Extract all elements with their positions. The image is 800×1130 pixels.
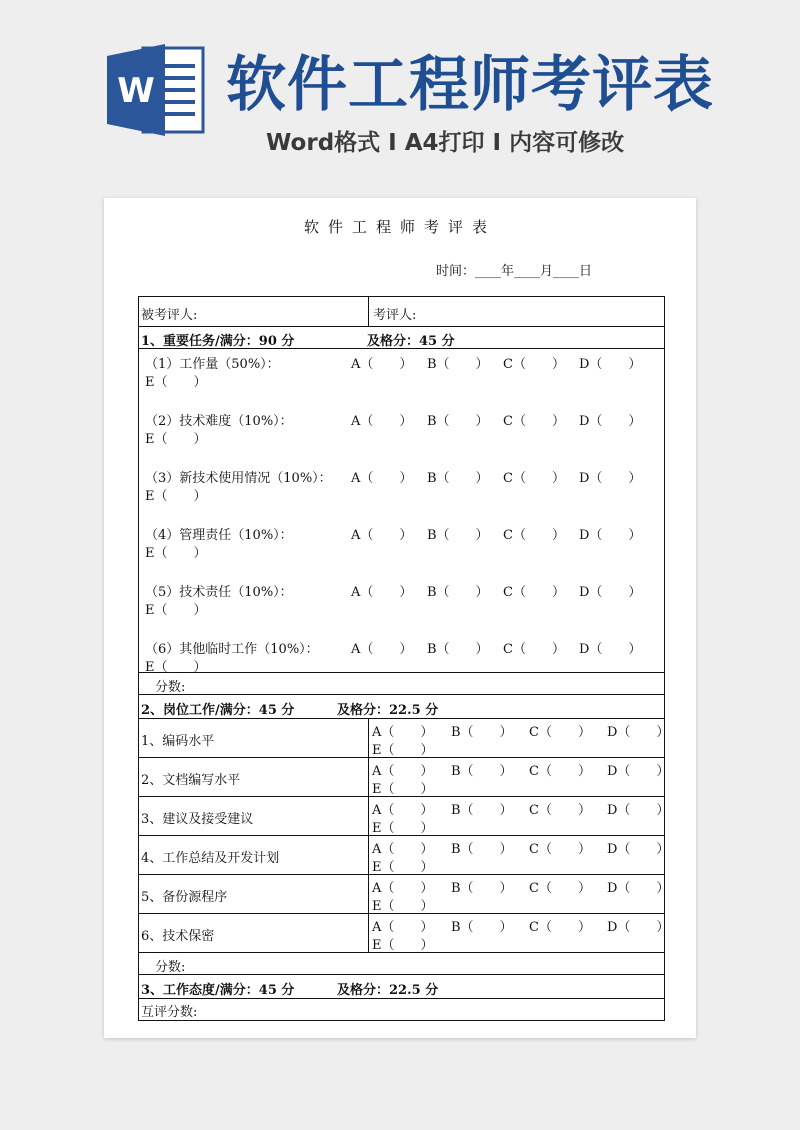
- document-title: 软件工程师考评表: [303, 218, 496, 236]
- grade-option[interactable]: B（ ）: [451, 803, 513, 818]
- grade-option[interactable]: E（ ）: [372, 860, 434, 875]
- section2-item: 3、建议及接受建议: [141, 812, 254, 827]
- grade-option[interactable]: C（ ）: [503, 528, 565, 543]
- grade-option[interactable]: B（ ）: [451, 920, 513, 935]
- grade-option[interactable]: C（ ）: [529, 725, 591, 740]
- grade-option[interactable]: E（ ）: [145, 375, 207, 390]
- grade-option[interactable]: B（ ）: [427, 642, 489, 657]
- grade-option[interactable]: C（ ）: [503, 471, 565, 486]
- grade-option[interactable]: A（ ）: [351, 414, 413, 429]
- section3-pass: 及格分：22.5 分: [337, 983, 439, 998]
- grade-option[interactable]: B（ ）: [451, 881, 513, 896]
- grade-option[interactable]: C（ ）: [529, 881, 591, 896]
- grade-option[interactable]: E（ ）: [372, 743, 434, 758]
- section1-item: （4）管理责任（10%）：: [145, 528, 293, 543]
- grade-option[interactable]: E（ ）: [372, 782, 434, 797]
- section1-item: （2）技术难度（10%）：: [145, 414, 293, 429]
- grade-option[interactable]: A（ ）: [351, 357, 413, 372]
- header-row: [139, 297, 664, 327]
- grade-option[interactable]: A（ ）: [372, 803, 434, 818]
- section2-score-row: [139, 953, 664, 975]
- grade-option[interactable]: A（ ）: [372, 920, 434, 935]
- grade-option[interactable]: B（ ）: [427, 585, 489, 600]
- word-logo-icon: [107, 44, 207, 136]
- grade-option[interactable]: A（ ）: [372, 764, 434, 779]
- section2-item: 1、编码水平: [141, 734, 215, 749]
- section1-item: （1）工作量（50%）：: [145, 357, 280, 372]
- section2-heading-row: [139, 695, 664, 719]
- section2-item: 6、技术保密: [141, 929, 215, 944]
- grade-option[interactable]: E（ ）: [372, 899, 434, 914]
- evaluatee-label: 被考评人:: [141, 308, 198, 323]
- grade-option[interactable]: C（ ）: [503, 642, 565, 657]
- grade-option[interactable]: E（ ）: [145, 489, 207, 504]
- section1-item: （6）其他临时工作（10%）：: [145, 642, 319, 657]
- grade-option[interactable]: A（ ）: [372, 725, 434, 740]
- date-line: 时间：____年____月____日: [436, 264, 593, 279]
- grade-option[interactable]: D（ ）: [579, 642, 642, 657]
- banner-title: 软件工程师考评表: [226, 50, 714, 120]
- grade-option[interactable]: D（ ）: [607, 725, 670, 740]
- grade-option[interactable]: D（ ）: [579, 585, 642, 600]
- grade-option[interactable]: B（ ）: [451, 764, 513, 779]
- section3-heading-row: [139, 975, 664, 999]
- grade-option[interactable]: B（ ）: [427, 414, 489, 429]
- grade-option[interactable]: E（ ）: [372, 938, 434, 953]
- grade-option[interactable]: C（ ）: [529, 842, 591, 857]
- grade-option[interactable]: C（ ）: [503, 585, 565, 600]
- banner-subtitle: Word格式 I A4打印 I 内容可修改: [266, 130, 625, 156]
- section2-item: 5、备份源程序: [141, 890, 228, 905]
- grade-option[interactable]: D（ ）: [579, 357, 642, 372]
- grade-option[interactable]: C（ ）: [503, 357, 565, 372]
- grade-option[interactable]: D（ ）: [607, 842, 670, 857]
- grade-option[interactable]: E（ ）: [145, 546, 207, 561]
- evaluation-table: [138, 296, 670, 1021]
- section1-score-row: [139, 673, 664, 695]
- peer-score-label: 互评分数:: [141, 1005, 198, 1020]
- section1-heading: 1、重要任务/满分：90 分: [141, 334, 295, 349]
- section3-heading: 3、工作态度/满分：45 分: [141, 983, 295, 998]
- peer-score-row: [139, 999, 664, 1020]
- grade-option[interactable]: B（ ）: [451, 842, 513, 857]
- section2-score-label: 分数:: [155, 960, 186, 975]
- grade-option[interactable]: B（ ）: [427, 357, 489, 372]
- grade-option[interactable]: A（ ）: [372, 842, 434, 857]
- section1-pass: 及格分：45 分: [367, 334, 455, 349]
- grade-option[interactable]: E（ ）: [372, 821, 434, 836]
- section2-item: 4、工作总结及开发计划: [141, 851, 280, 866]
- grade-option[interactable]: C（ ）: [529, 764, 591, 779]
- document-page: [104, 198, 696, 1038]
- grade-option[interactable]: E（ ）: [145, 660, 207, 675]
- grade-option[interactable]: A（ ）: [351, 585, 413, 600]
- grade-option[interactable]: A（ ）: [351, 528, 413, 543]
- word-logo-letter: W: [117, 71, 155, 111]
- grade-option[interactable]: B（ ）: [427, 471, 489, 486]
- banner: [0, 0, 800, 190]
- grade-option[interactable]: B（ ）: [427, 528, 489, 543]
- grade-option[interactable]: D（ ）: [607, 881, 670, 896]
- grade-option[interactable]: D（ ）: [579, 528, 642, 543]
- section1-item: （3）新技术使用情况（10%）：: [145, 471, 332, 486]
- grade-option[interactable]: C（ ）: [529, 920, 591, 935]
- grade-option[interactable]: E（ ）: [145, 432, 207, 447]
- grade-option[interactable]: D（ ）: [579, 414, 642, 429]
- grade-option[interactable]: B（ ）: [451, 725, 513, 740]
- grade-option[interactable]: A（ ）: [372, 881, 434, 896]
- section1-heading-row: [139, 327, 664, 349]
- grade-option[interactable]: C（ ）: [529, 803, 591, 818]
- grade-option[interactable]: D（ ）: [579, 471, 642, 486]
- section2-pass: 及格分：22.5 分: [337, 703, 439, 718]
- section1-score-label: 分数:: [155, 680, 186, 695]
- section2-item: 2、文档编写水平: [141, 773, 241, 788]
- grade-option[interactable]: D（ ）: [607, 803, 670, 818]
- grade-option[interactable]: A（ ）: [351, 471, 413, 486]
- grade-option[interactable]: E（ ）: [145, 603, 207, 618]
- section1-items: [139, 349, 664, 673]
- section2-heading: 2、岗位工作/满分：45 分: [141, 703, 295, 718]
- grade-option[interactable]: D（ ）: [607, 764, 670, 779]
- evaluator-label: 考评人:: [373, 308, 417, 323]
- grade-option[interactable]: C（ ）: [503, 414, 565, 429]
- section1-item: （5）技术责任（10%）：: [145, 585, 293, 600]
- grade-option[interactable]: A（ ）: [351, 642, 413, 657]
- grade-option[interactable]: D（ ）: [607, 920, 670, 935]
